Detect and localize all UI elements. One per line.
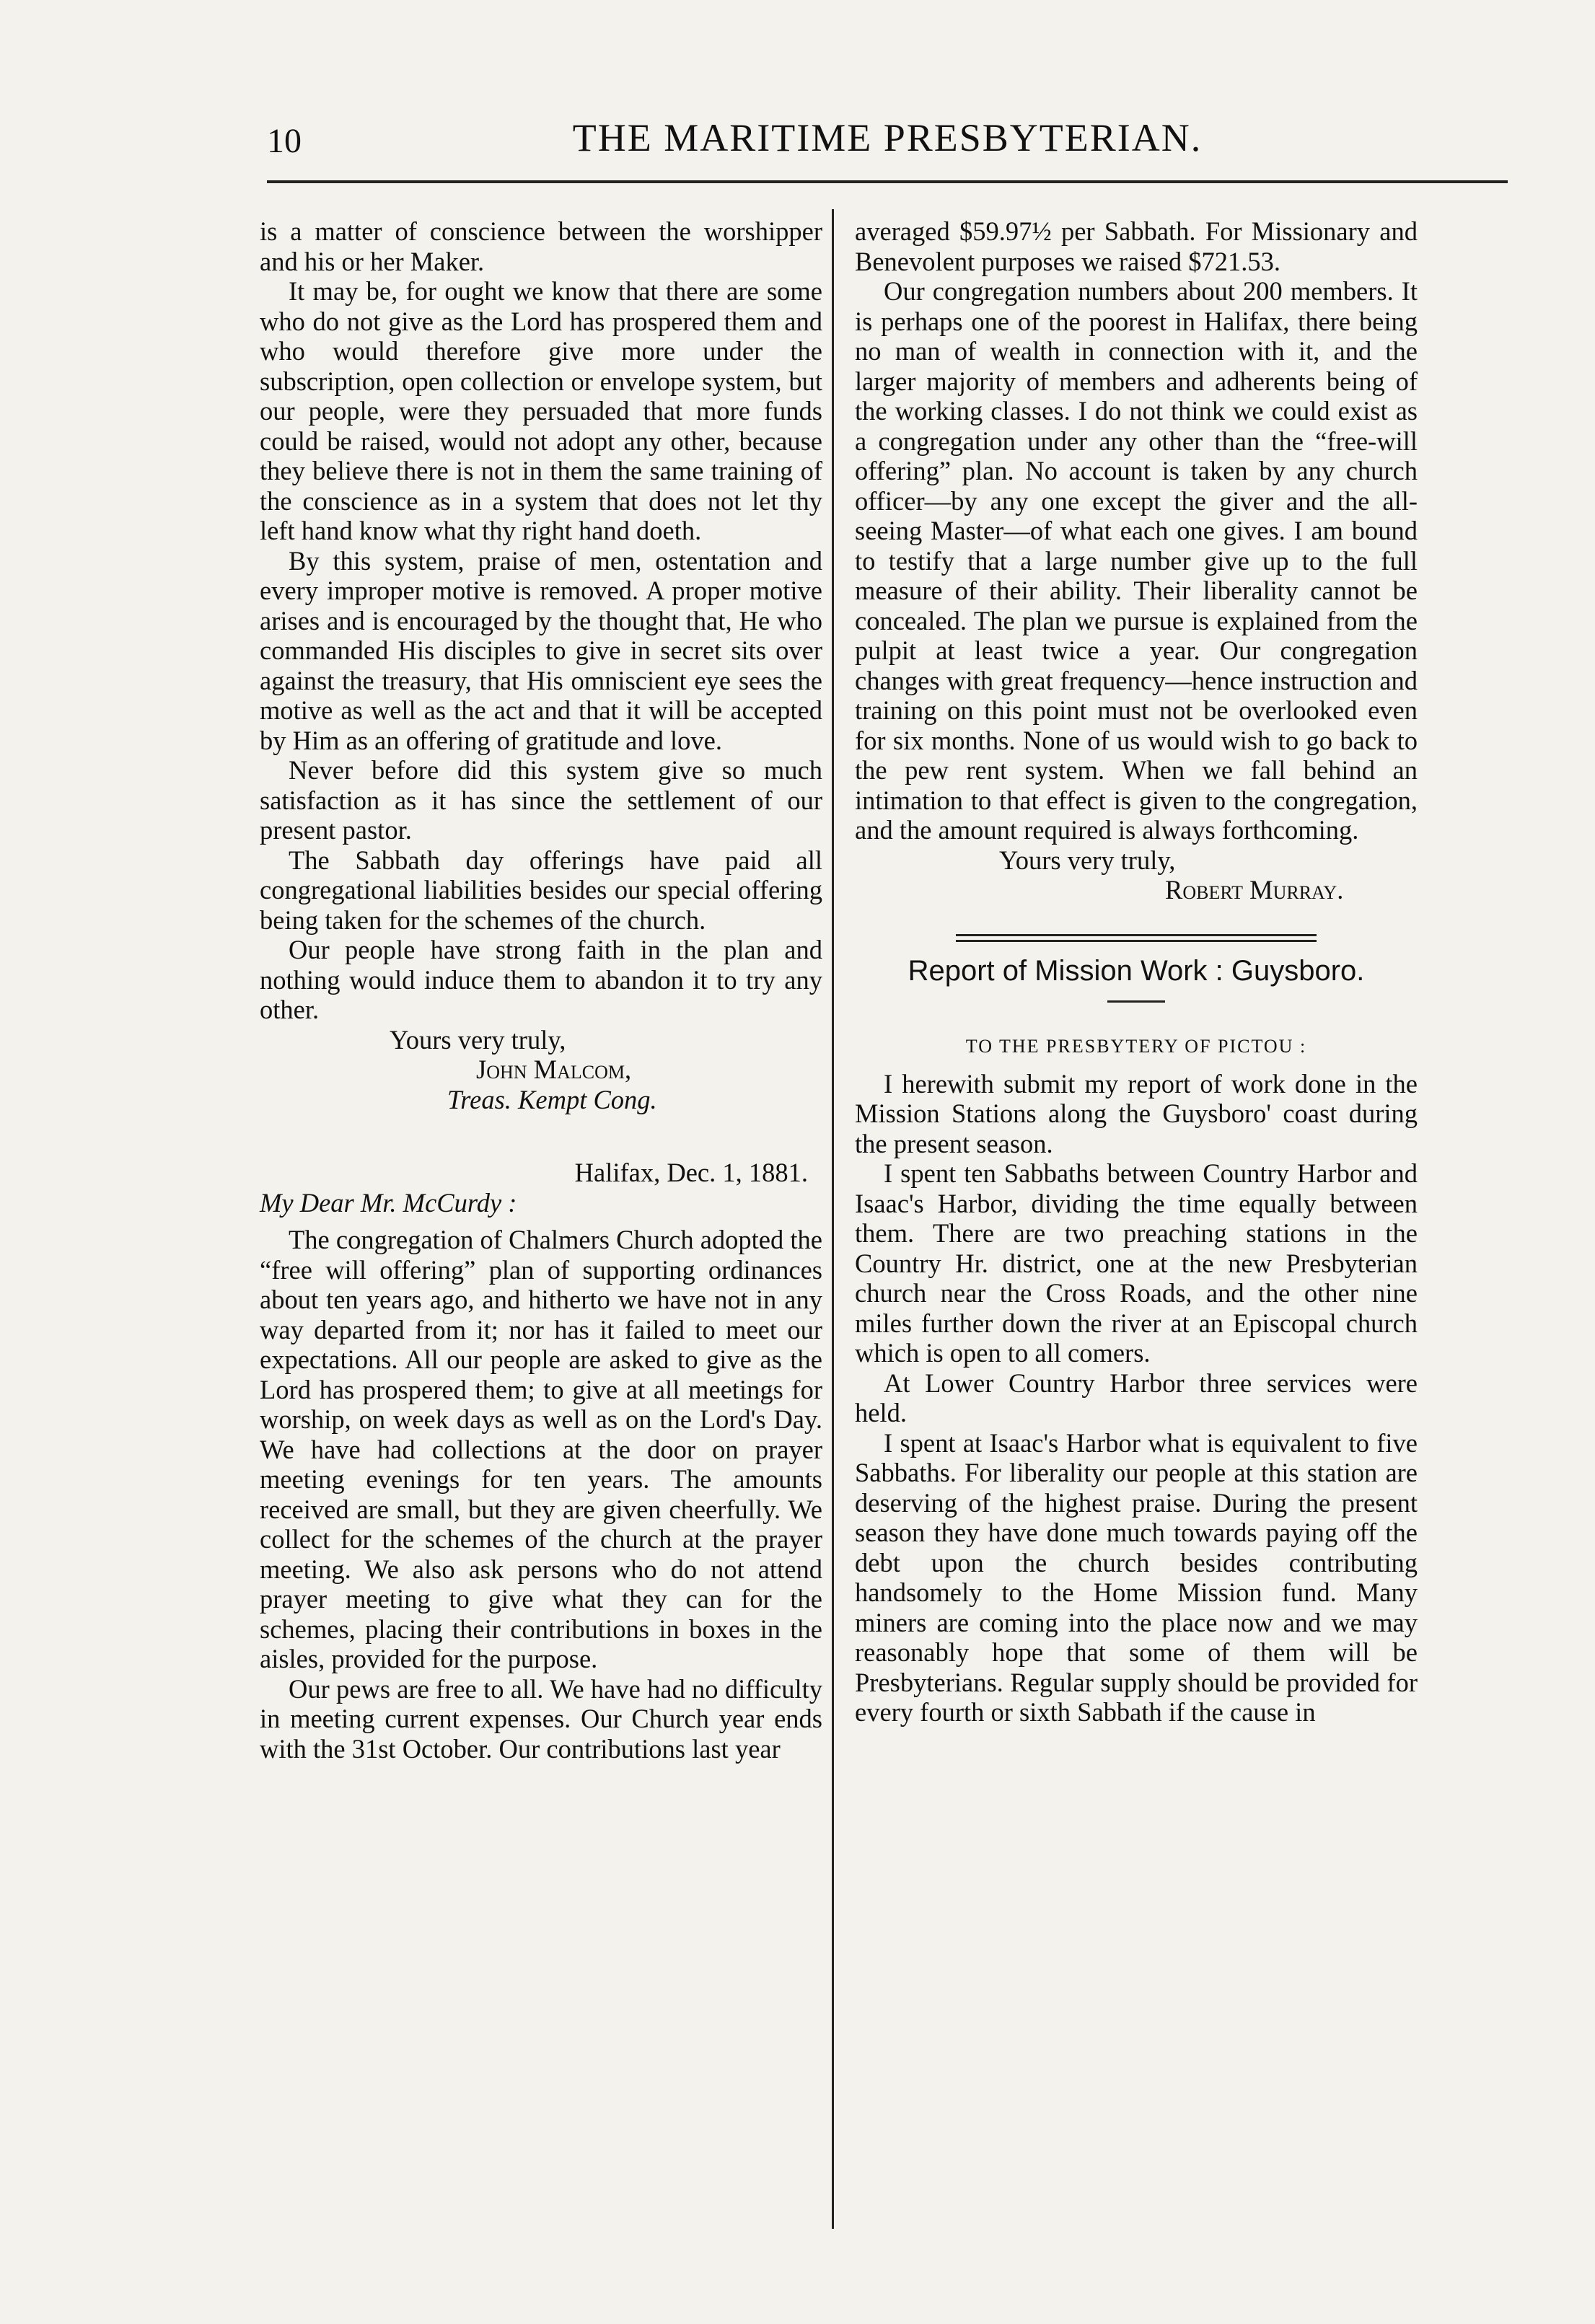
paragraph: is a matter of conscience between the worshipper and his or her Maker.: [260, 216, 822, 276]
column-divider: [832, 209, 834, 2229]
section-rule: [956, 934, 1317, 942]
paragraph: The Sabbath day offerings have paid all congregational liabilities besides our special offering being taken for the schemes of the church.: [260, 845, 822, 935]
left-column: [260, 216, 822, 1764]
sign-off-name: John Malcom,: [476, 1055, 632, 1084]
page-header: [267, 115, 1508, 173]
paragraph: averaged $59.97½ per Sabbath. For Missionary and Benevolent purposes we raised $721.53.: [855, 216, 1418, 276]
paragraph: At Lower Country Harbor three services were held.: [855, 1368, 1418, 1427]
right-column: [855, 216, 1418, 1727]
paragraph: It may be, for ought we know that there are some who do not give as the Lord has prospered them and who would therefore give more under the subscription, open collection or envelope system, but our people, were they persuaded that more funds could be raised, would not adopt any other, because they believe there is not in them the same training of the conscience as in a system that does not let thy left hand know what thy right hand doeth.: [260, 276, 822, 545]
section-heading: Report of Mission Work : Guysboro.: [908, 954, 1365, 987]
paragraph: Our pews are free to all. We have had no difficulty in meeting current expenses. Our Church year ends with the 31st October. Our contributions last year: [260, 1673, 822, 1764]
short-rule: [1107, 1000, 1165, 1003]
paragraph: The congregation of Chalmers Church adopted the “free will offering” plan of supporting ordinances about ten years ago, and hitherto we have not in any way departed from it; nor has it failed to meet our expectations. All our people are asked to give as the Lord has prospered them; to give at all meetings for worship, on week days as well as on the Lord's Day. We have had collections at the door on prayer meeting evenings for ten years. The amounts received are small, but they are given cheerfully. We collect for the schemes of the church at the prayer meeting. We also ask persons who do not attend prayer meeting to give what they can for the schemes, placing their contributions in boxes in the aisles, provided for the purpose.: [260, 1225, 822, 1673]
sign-off-closing: Yours very truly,: [999, 845, 1176, 875]
sign-off-closing: Yours very truly,: [390, 1024, 566, 1055]
paragraph: I spent at Isaac's Harbor what is equivalent to five Sabbaths. For liberality our people at this station are deserving of the highest praise. During the present season they have done much towards paying off the debt upon the church besides contributing handsomely to the Home Mission fund. Many miners are coming into the place now and we may reasonably hope that some of them will be Presbyterians. Regular supply should be provided for every fourth or sixth Sabbath if the cause in: [855, 1427, 1418, 1727]
report-address: TO THE PRESBYTERY OF PICTOU :: [965, 1036, 1307, 1057]
sign-off-name: Robert Murray.: [1165, 875, 1344, 904]
journal-title: THE MARITIME PRESBYTERIAN.: [572, 116, 1203, 159]
letter-salutation: My Dear Mr. McCurdy :: [260, 1187, 517, 1218]
letter-dateline: Halifax, Dec. 1, 1881.: [574, 1158, 808, 1187]
paragraph: Our congregation numbers about 200 members. It is perhaps one of the poorest in Halifax, there being no man of wealth in connection with it, and the larger majority of members and adherents being of the working classes. I do not think we could exist as a congregation under any other than the “free-will offering” plan. No account is taken by any church officer—by any one except the giver and the all-seeing Master—of what each one gives. I am bound to testify that a large number give up to the full measure of their ability. Their liberality cannot be concealed. The plan we pursue is explained from the pulpit at least twice a year. Our congregation changes with great frequency—hence instruction and training on this point must not be overlooked even for six months. None of us would wish to go back to the pew rent system. When we fall behind an intimation to that effect is given to the congregation, and the amount required is always forthcoming.: [855, 276, 1418, 845]
paragraph: Our people have strong faith in the plan and nothing would induce them to abandon it to try any other.: [260, 935, 822, 1024]
header-rule: [267, 180, 1508, 183]
paragraph: I herewith submit my report of work done in the Mission Stations along the Guysboro' coast during the present season.: [855, 1068, 1418, 1158]
paragraph: By this system, praise of men, ostentation and every improper motive is removed. A proper motive arises and is encouraged by the thought that, He who commanded His disciples to give in secret sits over against the treasury, that His omniscient eye sees the motive as well as the act and that it will be accepted by Him as an offering of gratitude and love.: [260, 545, 822, 755]
paragraph: Never before did this system give so much satisfaction as it has since the settlement of our present pastor.: [260, 755, 822, 845]
sign-off-title: Treas. Kempt Cong.: [447, 1084, 657, 1114]
paragraph: I spent ten Sabbaths between Country Harbor and Isaac's Harbor, dividing the time equally between them. There are two preaching stations in the Country Hr. district, one at the new Presbyterian church near the Cross Roads, and the other nine miles further down the river at an Episcopal church which is open to all comers.: [855, 1158, 1418, 1368]
page-number: 10: [267, 122, 302, 160]
